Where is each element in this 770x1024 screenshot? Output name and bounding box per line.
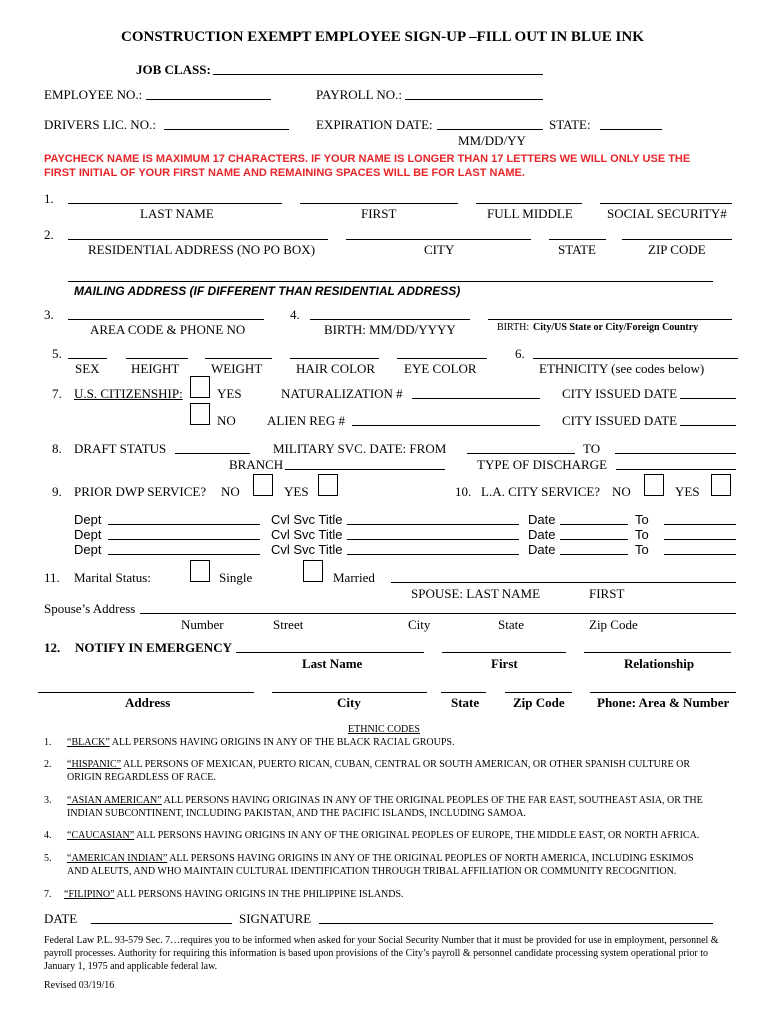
- sex-label: SEX: [75, 361, 100, 376]
- ethnic-code-description-cont: ORIGIN REGARDLESS OF RACE.: [67, 772, 216, 783]
- married-label: Married: [333, 570, 375, 585]
- cvl-svc-title-field[interactable]: [347, 539, 519, 540]
- ethnic-code-term: “ASIAN AMERICAN”: [67, 795, 162, 806]
- signature-field[interactable]: [319, 923, 713, 924]
- cvl-svc-title-label: Cvl Svc Title: [271, 512, 343, 527]
- paycheck-notice-line2: FIRST INITIAL OF YOUR FIRST NAME AND REMAINING SPACES WILL BE FOR LAST NAME.: [44, 167, 525, 179]
- prior-dwp-no-checkbox[interactable]: [253, 474, 273, 496]
- emergency-last-name-label: Last Name: [302, 656, 363, 671]
- eye-color-label: EYE COLOR: [404, 361, 477, 376]
- first-name-label: FIRST: [361, 206, 397, 221]
- ethnic-code-number: 3.: [44, 795, 52, 806]
- birth-place-field[interactable]: [488, 319, 732, 320]
- middle-name-label: FULL MIDDLE: [487, 206, 573, 221]
- federal-law-line1: Federal Law P.L. 93-579 Sec. 7…requires you to be informed when asked for your Social Security Number that it must be provided for use in employment, personnel &: [44, 935, 719, 946]
- res-state-label: STATE: [558, 242, 596, 257]
- row-4-number: 4.: [290, 307, 300, 322]
- birth-place-prefix: BIRTH:: [497, 322, 530, 333]
- to-field[interactable]: [664, 539, 736, 540]
- to-label: To: [635, 542, 649, 557]
- sex-field[interactable]: [68, 358, 107, 359]
- citizenship-no-checkbox[interactable]: [190, 403, 210, 425]
- city-field[interactable]: [346, 239, 531, 240]
- discharge-label: TYPE OF DISCHARGE: [477, 457, 608, 472]
- mailing-address-label: MAILING ADDRESS (IF DIFFERENT THAN RESIDENTIAL ADDRESS): [74, 284, 461, 298]
- row-11-number: 11.: [44, 570, 60, 585]
- ethnicity-field[interactable]: [533, 358, 738, 359]
- ethnicity-label: ETHNICITY (see codes below): [539, 361, 705, 376]
- row-7-number: 7.: [52, 386, 62, 401]
- ethnic-code-term: “FILIPINO”: [64, 889, 115, 900]
- weight-label: WEIGHT: [211, 361, 263, 376]
- date-signed-label: DATE: [44, 911, 78, 926]
- prior-dwp-no-label: NO: [221, 484, 240, 499]
- emergency-relationship-field[interactable]: [584, 652, 731, 653]
- spouse-name-field[interactable]: [391, 582, 736, 583]
- cvl-svc-title-label: Cvl Svc Title: [271, 527, 343, 542]
- emergency-zip-field[interactable]: [505, 692, 572, 693]
- last-name-label: LAST NAME: [140, 206, 214, 221]
- job-class-label: JOB CLASS:: [136, 62, 211, 77]
- dept-field[interactable]: [108, 554, 260, 555]
- row-3-number: 3.: [44, 307, 54, 322]
- spouse-address-label: Spouse’s Address: [44, 601, 136, 616]
- paycheck-notice-line1: PAYCHECK NAME IS MAXIMUM 17 CHARACTERS. IF YOUR NAME IS LONGER THAN 17 LETTERS WE WILL ONLY USE THE: [44, 153, 691, 165]
- emergency-first-name-label: First: [491, 656, 518, 671]
- ethnic-code-term: “CAUCASIAN”: [67, 830, 135, 841]
- signature-label: SIGNATURE: [239, 911, 312, 926]
- birth-date-label: BIRTH: MM/DD/YYYY: [324, 322, 456, 337]
- date-label: Date: [528, 527, 556, 542]
- emergency-phone-label: Phone: Area & Number: [597, 695, 730, 710]
- ethnic-code-item: [67, 738, 454, 748]
- federal-law-line3: January 1, 1975 and applicable federal law.: [44, 961, 218, 972]
- phone-field[interactable]: [68, 319, 264, 320]
- draft-status-label: DRAFT STATUS: [74, 441, 167, 456]
- row-9-number: 9.: [52, 484, 62, 499]
- emergency-state-field[interactable]: [441, 692, 486, 693]
- dept-field[interactable]: [108, 524, 260, 525]
- emergency-zip-label: Zip Code: [513, 695, 565, 710]
- ethnic-code-description: ALL PERSONS OF MEXICAN, PUERTO RICAN, CUBAN, CENTRAL OR SOUTH AMERICAN, OR OTHER SPANISH CULTURE OR: [121, 759, 690, 770]
- emergency-relationship-label: Relationship: [624, 656, 695, 671]
- ethnic-code-description: ALL PERSONS HAVING ORIGINS IN ANY OF THE ORIGINAL PEOPLES OF EUROPE, THE MIDDLE EAST, OR NORTH AFRICA.: [134, 830, 700, 841]
- to-field[interactable]: [664, 554, 736, 555]
- ethnic-code-description-cont: INDIAN SUBCONTINENT, INCLUDING PAKISTAN, AND THE PACIFIC ISLANDS, INCLUDING SAMOA.: [67, 808, 526, 819]
- naturalization-field[interactable]: [412, 398, 540, 399]
- height-label: HEIGHT: [131, 361, 180, 376]
- mailing-address-field[interactable]: [68, 281, 713, 282]
- dept-field[interactable]: [108, 539, 260, 540]
- ethnic-codes-heading: ETHNIC CODES: [348, 724, 420, 735]
- la-city-service-label: L.A. CITY SERVICE?: [481, 484, 601, 499]
- to-field[interactable]: [664, 524, 736, 525]
- revised-date: Revised 03/19/16: [44, 980, 115, 991]
- ethnic-code-number: 7.: [44, 889, 52, 900]
- draft-status-field[interactable]: [175, 453, 250, 454]
- military-from-field[interactable]: [467, 453, 575, 454]
- ethnic-code-number: 2.: [44, 759, 52, 770]
- row-2-number: 2.: [44, 227, 54, 242]
- page-title: CONSTRUCTION EXEMPT EMPLOYEE SIGN-UP –FILL OUT IN BLUE INK: [121, 29, 644, 45]
- spouse-first-name-label: FIRST: [589, 586, 625, 601]
- payroll-no-label: PAYROLL NO.:: [316, 87, 402, 102]
- single-checkbox[interactable]: [190, 560, 210, 582]
- dept-label: Dept: [74, 527, 102, 542]
- alien-reg-label: ALIEN REG #: [267, 413, 345, 428]
- citizenship-label: U.S. CITIZENSHIP:: [74, 386, 183, 401]
- date-field[interactable]: [560, 524, 628, 525]
- dept-label: Dept: [74, 512, 102, 527]
- ethnic-code-item: [67, 831, 699, 841]
- spouse-number-label: Number: [181, 617, 224, 632]
- ethnic-code-item: [64, 890, 404, 900]
- ethnic-code-number: 5.: [44, 853, 52, 864]
- date-field[interactable]: [560, 539, 628, 540]
- to-label: To: [635, 512, 649, 527]
- ethnic-code-description-cont: AND ALEUTS, AND WHO MAINTAIN CULTURAL IDENTIFICATION THROUGH TRIBAL AFFILIATION OR COMMUNITY RECOGNITION.: [67, 866, 677, 877]
- ssn-field[interactable]: [600, 203, 732, 204]
- alien-reg-field[interactable]: [352, 425, 540, 426]
- citizenship-yes-label: YES: [217, 386, 242, 401]
- dept-label: Dept: [74, 542, 102, 557]
- ethnic-code-number: 4.: [44, 830, 52, 841]
- state-field[interactable]: [600, 129, 662, 130]
- ethnic-code-number: 1.: [44, 737, 52, 748]
- married-checkbox[interactable]: [303, 560, 323, 582]
- hair-color-label: HAIR COLOR: [296, 361, 376, 376]
- height-field[interactable]: [126, 358, 188, 359]
- federal-law-line2: payroll processes. Authority for requiring this information is based upon provisions of the City’s payroll & personnel candidate processing system operational prior to: [44, 948, 709, 959]
- emergency-city-field[interactable]: [272, 692, 427, 693]
- employee-no-label: EMPLOYEE NO.:: [44, 87, 143, 102]
- res-state-field[interactable]: [549, 239, 606, 240]
- cvl-svc-title-field[interactable]: [347, 524, 519, 525]
- middle-name-field[interactable]: [476, 203, 582, 204]
- to-label: To: [635, 527, 649, 542]
- ethnic-code-term: “HISPANIC”: [67, 759, 122, 770]
- employee-no-field[interactable]: [146, 99, 271, 100]
- citizenship-no-label: NO: [217, 413, 236, 428]
- row-1-number: 1.: [44, 191, 54, 206]
- ethnic-code-description: ALL PERSONS HAVING ORIGINS IN ANY OF THE ORIGINAL PEOPLES OF NORTH AMERICA, INCLUDING ESKIMOS: [167, 853, 694, 864]
- date-label: Date: [528, 512, 556, 527]
- ethnic-code-description: ALL PERSONS HAVING ORIGINS IN THE PHILIPPINE ISLANDS.: [114, 889, 404, 900]
- ssn-label: SOCIAL SECURITY#: [607, 206, 727, 221]
- date-field[interactable]: [560, 554, 628, 555]
- last-name-field[interactable]: [68, 203, 282, 204]
- branch-label: BRANCH: [229, 457, 284, 472]
- military-service-label: MILITARY SVC. DATE: FROM: [273, 441, 447, 456]
- emergency-state-label: State: [451, 695, 480, 710]
- date-signed-field[interactable]: [91, 923, 232, 924]
- marital-status-label: Marital Status:: [74, 570, 151, 585]
- job-class-field[interactable]: [213, 74, 543, 75]
- city-issued-date-2-field[interactable]: [680, 425, 736, 426]
- cvl-svc-title-label: Cvl Svc Title: [271, 542, 343, 557]
- first-name-field[interactable]: [300, 203, 458, 204]
- naturalization-label: NATURALIZATION #: [281, 386, 403, 401]
- ethnic-code-term: “AMERICAN INDIAN”: [67, 853, 168, 864]
- residential-address-field[interactable]: [68, 239, 328, 240]
- prior-dwp-yes-label: YES: [284, 484, 309, 499]
- birth-place-label: City/US State or City/Foreign Country: [533, 322, 699, 333]
- emergency-phone-field[interactable]: [590, 692, 736, 693]
- expiration-date-label: EXPIRATION DATE:: [316, 117, 433, 132]
- hair-color-field[interactable]: [290, 358, 379, 359]
- weight-field[interactable]: [205, 358, 272, 359]
- expiration-date-format: MM/DD/YY: [458, 133, 526, 148]
- military-to-label: TO: [583, 441, 601, 456]
- phone-label: AREA CODE & PHONE NO: [90, 322, 246, 337]
- row-12-number: 12.: [44, 640, 61, 655]
- prior-dwp-label: PRIOR DWP SERVICE?: [74, 484, 207, 499]
- expiration-date-field[interactable]: [437, 129, 543, 130]
- la-city-no-label: NO: [612, 484, 631, 499]
- citizenship-yes-checkbox[interactable]: [190, 376, 210, 398]
- ethnic-code-term: “BLACK”: [67, 737, 110, 748]
- city-issued-date-label: CITY ISSUED DATE: [562, 386, 678, 401]
- emergency-address-label: Address: [125, 695, 171, 710]
- emergency-address-field[interactable]: [38, 692, 254, 693]
- row-10-number: 10.: [455, 484, 472, 499]
- ethnic-code-description: ALL PERSONS HAVING ORIGINAS IN ANY OF THE ORIGINAL PEOPLES OF THE FAR EAST, SOUTHEAST ASIA, OR THE: [161, 795, 703, 806]
- row-5-number: 5.: [52, 346, 62, 361]
- birth-date-field[interactable]: [310, 319, 470, 320]
- spouse-street-label: Street: [273, 617, 304, 632]
- emergency-first-name-field[interactable]: [442, 652, 566, 653]
- emergency-last-name-field[interactable]: [236, 652, 424, 653]
- spouse-last-name-label: SPOUSE: LAST NAME: [411, 586, 541, 601]
- drivers-lic-field[interactable]: [164, 129, 289, 130]
- city-label: CITY: [424, 242, 455, 257]
- spouse-address-field[interactable]: [140, 613, 736, 614]
- prior-dwp-yes-checkbox[interactable]: [318, 474, 338, 496]
- city-issued-date-2-label: CITY ISSUED DATE: [562, 413, 678, 428]
- spouse-zip-label: Zip Code: [589, 617, 638, 632]
- drivers-lic-label: DRIVERS LIC. NO.:: [44, 117, 156, 132]
- zip-field[interactable]: [622, 239, 732, 240]
- notify-emergency-label: NOTIFY IN EMERGENCY: [75, 640, 232, 655]
- la-city-yes-checkbox[interactable]: [711, 474, 731, 496]
- residential-address-label: RESIDENTIAL ADDRESS (NO PO BOX): [88, 242, 316, 257]
- military-to-field[interactable]: [615, 453, 736, 454]
- ethnic-code-item: [67, 854, 694, 864]
- eye-color-field[interactable]: [397, 358, 487, 359]
- la-city-no-checkbox[interactable]: [644, 474, 664, 496]
- cvl-svc-title-field[interactable]: [347, 554, 519, 555]
- emergency-city-label: City: [337, 695, 361, 710]
- row-8-number: 8.: [52, 441, 62, 456]
- single-label: Single: [219, 570, 253, 585]
- date-label: Date: [528, 542, 556, 557]
- state-label: STATE:: [549, 117, 591, 132]
- ethnic-code-item: [67, 796, 703, 806]
- branch-field[interactable]: [285, 469, 445, 470]
- la-city-yes-label: YES: [675, 484, 700, 499]
- ethnic-code-item: [67, 760, 690, 770]
- spouse-state-label: State: [498, 617, 524, 632]
- spouse-city-label: City: [408, 617, 431, 632]
- discharge-field[interactable]: [616, 469, 736, 470]
- city-issued-date-field[interactable]: [680, 398, 736, 399]
- zip-label: ZIP CODE: [648, 242, 706, 257]
- ethnic-code-description: ALL PERSONS HAVING ORIGINS IN ANY OF THE BLACK RACIAL GROUPS.: [109, 737, 455, 748]
- row-6-number: 6.: [515, 346, 525, 361]
- payroll-no-field[interactable]: [405, 99, 543, 100]
